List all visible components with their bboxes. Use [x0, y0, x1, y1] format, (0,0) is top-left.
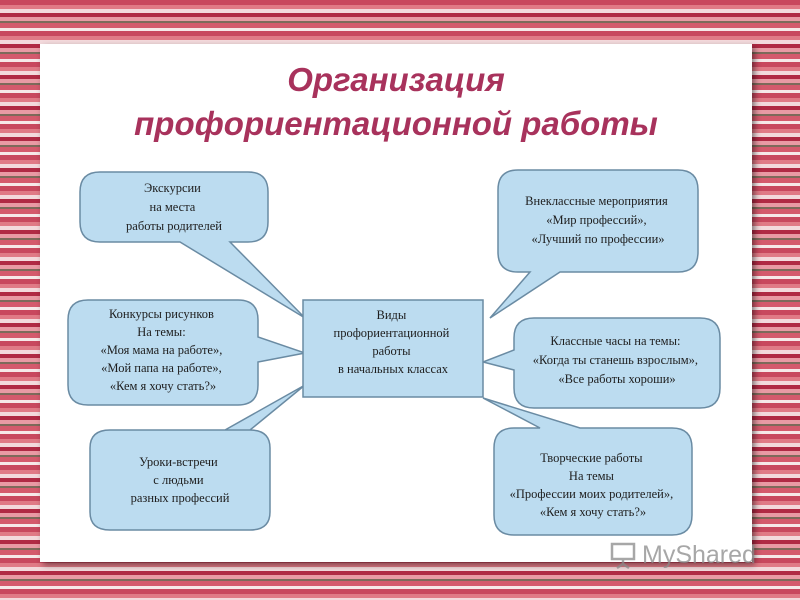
- title-line-2: профориентационной работы: [134, 105, 658, 142]
- contests-line-2: На темы:: [137, 325, 186, 339]
- text-extracurricular: [525, 194, 671, 246]
- text-contests: [101, 307, 226, 393]
- excursions-line-2: на места: [149, 200, 196, 214]
- contests-line-3: «Моя мама на работе»,: [100, 343, 223, 357]
- class-hours-line-2: «Когда ты станешь взрослым»,: [532, 353, 699, 367]
- watermark-text: MyShared: [642, 540, 756, 569]
- class-hours-line-3: «Все работы хороши»: [558, 372, 676, 386]
- creative-line-1: Творческие работы: [540, 451, 643, 465]
- creative-line-2: На темы: [568, 469, 614, 483]
- title-line-1: Организация: [287, 61, 505, 98]
- center-line-3: работы: [372, 344, 411, 358]
- creative-line-3: «Профессии моих родителей»,: [509, 487, 674, 501]
- center-line-4: в начальных классах: [337, 362, 449, 376]
- contests-line-4: «Мой папа на работе»,: [101, 361, 222, 375]
- meetings-line-3: разных профессий: [130, 491, 230, 505]
- creative-line-4: «Кем я хочу стать?»: [539, 505, 647, 519]
- extracurricular-line-1: Внеклассные мероприятия: [525, 194, 668, 208]
- contests-line-5: «Кем я хочу стать?»: [109, 379, 217, 393]
- contests-line-1: Конкурсы рисунков: [108, 307, 214, 321]
- excursions-line-3: работы родителей: [126, 219, 222, 233]
- meetings-line-1: Уроки-встречи: [139, 455, 218, 469]
- meetings-line-2: с людьми: [153, 473, 204, 487]
- extracurricular-line-2: «Мир профессий»,: [546, 213, 647, 227]
- center-line-1: Виды: [376, 308, 407, 322]
- watermark: [608, 538, 756, 572]
- presentation-board-icon: [608, 540, 638, 570]
- extracurricular-line-3: «Лучший по профессии»: [531, 232, 665, 246]
- excursions-line-1: Экскурсии: [143, 181, 201, 195]
- class-hours-line-1: Классные часы на темы:: [550, 334, 681, 348]
- center-line-2: профориентационной: [333, 326, 450, 340]
